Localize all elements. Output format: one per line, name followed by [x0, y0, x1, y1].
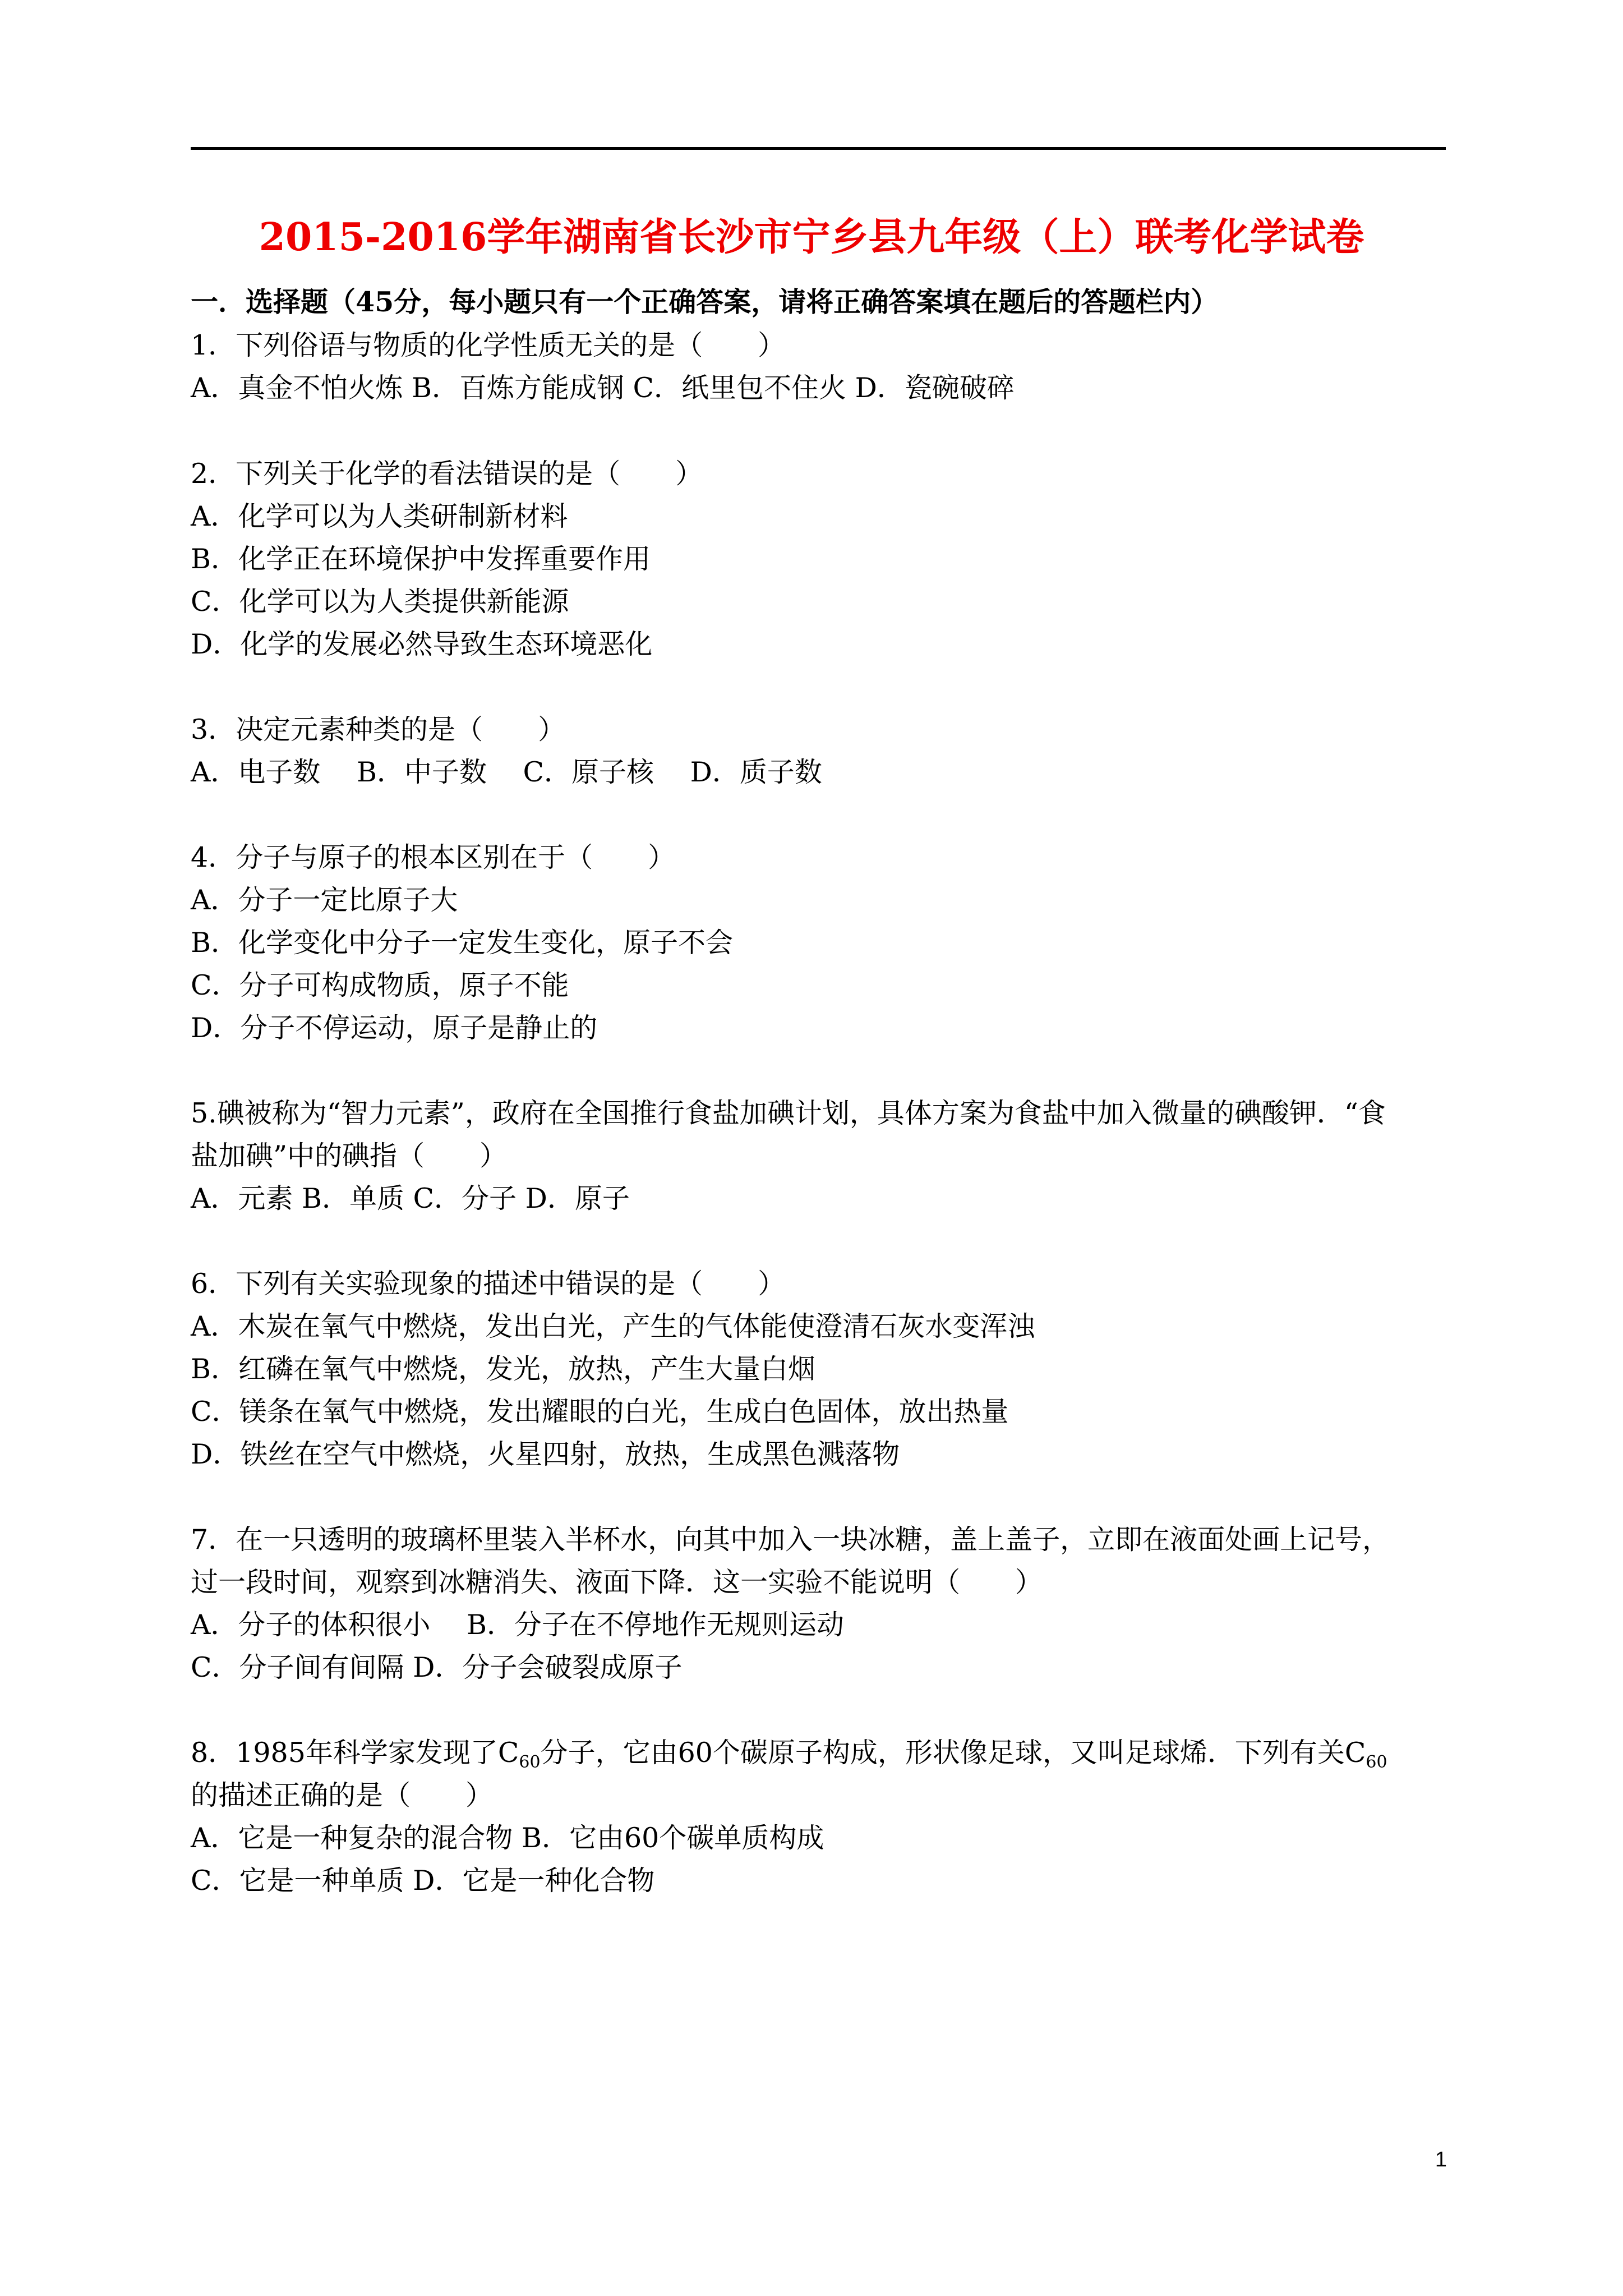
question-2-option-b: B．化学正在环境保护中发挥重要作用	[191, 543, 651, 575]
question-4-option-c: C．分子可构成物质，原子不能	[191, 969, 569, 1001]
question-4-stem: 4．分子与原子的根本区别在于（ ）	[191, 841, 676, 873]
question-6-option-c: C．镁条在氧气中燃烧，发出耀眼的白光，生成白色固体，放出热量	[191, 1396, 1009, 1428]
question-8-options-line-2: C．它是一种单质 D．它是一种化合物	[191, 1865, 655, 1897]
question-2-stem: 2．下列关于化学的看法错误的是（ ）	[191, 458, 703, 490]
question-8-stem-line-2: 的描述正确的是（ ）	[191, 1779, 494, 1811]
question-5-options: A．元素 B．单质 C．分子 D．原子	[191, 1182, 630, 1214]
question-8-options-line-1: A．它是一种复杂的混合物 B．它由60个碳单质构成	[191, 1822, 824, 1854]
question-7-stem-line-2: 过一段时间，观察到冰糖消失、液面下降．这一实验不能说明（ ）	[191, 1566, 1043, 1598]
question-8-stem-line-1	[191, 1732, 1387, 1774]
question-6-option-d: D．铁丝在空气中燃烧，火星四射，放热，生成黑色溅落物	[191, 1438, 900, 1470]
question-4-option-a: A．分子一定比原子大	[191, 884, 458, 916]
question-7-options-line-2: C．分子间有间隔 D．分子会破裂成原子	[191, 1651, 683, 1683]
question-7-options-line-1: A．分子的体积很小 B．分子在不停地作无规则运动	[191, 1609, 844, 1641]
question-4-option-d: D．分子不停运动，原子是静止的	[191, 1012, 598, 1044]
header-rule	[191, 147, 1446, 150]
question-6-option-b: B．红磷在氧气中燃烧，发光，放热，产生大量白烟	[191, 1353, 816, 1385]
question-3-options: A．电子数 B．中子数 C．原子核 D．质子数	[191, 756, 822, 788]
question-1-options: A．真金不怕火炼 B．百炼方能成钢 C．纸里包不住火 D．瓷碗破碎	[191, 372, 1015, 404]
page-number: 1	[1435, 2148, 1447, 2171]
question-8-stem-text-b: 分子，它由60个碳原子构成，形状像足球，又叫足球烯．下列有关C	[540, 1737, 1366, 1769]
question-3-stem: 3．决定元素种类的是（ ）	[191, 714, 566, 746]
question-5-stem-line-1: 5.碘被称为“智力元素”，政府在全国推行食盐加碘计划，具体方案为食盐中加入微量的碘酸钾．“食	[191, 1097, 1386, 1129]
c60-subscript: 60	[1366, 1752, 1387, 1772]
question-5-stem-line-2: 盐加碘”中的碘指（ ）	[191, 1140, 508, 1172]
question-2-option-c: C．化学可以为人类提供新能源	[191, 586, 569, 618]
question-2-option-d: D．化学的发展必然导致生态环境恶化	[191, 628, 653, 660]
section-heading: 一．选择题（45分，每小题只有一个正确答案，请将正确答案填在题后的答题栏内）	[191, 286, 1219, 318]
question-6-stem: 6．下列有关实验现象的描述中错误的是（ ）	[191, 1268, 786, 1300]
c60-subscript: 60	[519, 1752, 541, 1772]
question-6-option-a: A．木炭在氧气中燃烧，发出白光，产生的气体能使澄清石灰水变浑浊	[191, 1310, 1035, 1342]
exam-title: 2015-2016学年湖南省长沙市宁乡县九年级（上）联考化学试卷	[259, 215, 1364, 260]
question-1-stem: 1．下列俗语与物质的化学性质无关的是（ ）	[191, 329, 786, 361]
question-4-option-b: B．化学变化中分子一定发生变化，原子不会	[191, 927, 734, 959]
question-7-stem-line-1: 7．在一只透明的玻璃杯里装入半杯水，向其中加入一块冰糖，盖上盖子，立即在液面处画上记号，	[191, 1524, 1390, 1556]
question-8-stem-text-a: 8．1985年科学家发现了C	[191, 1737, 519, 1769]
question-2-option-a: A．化学可以为人类研制新材料	[191, 500, 568, 532]
